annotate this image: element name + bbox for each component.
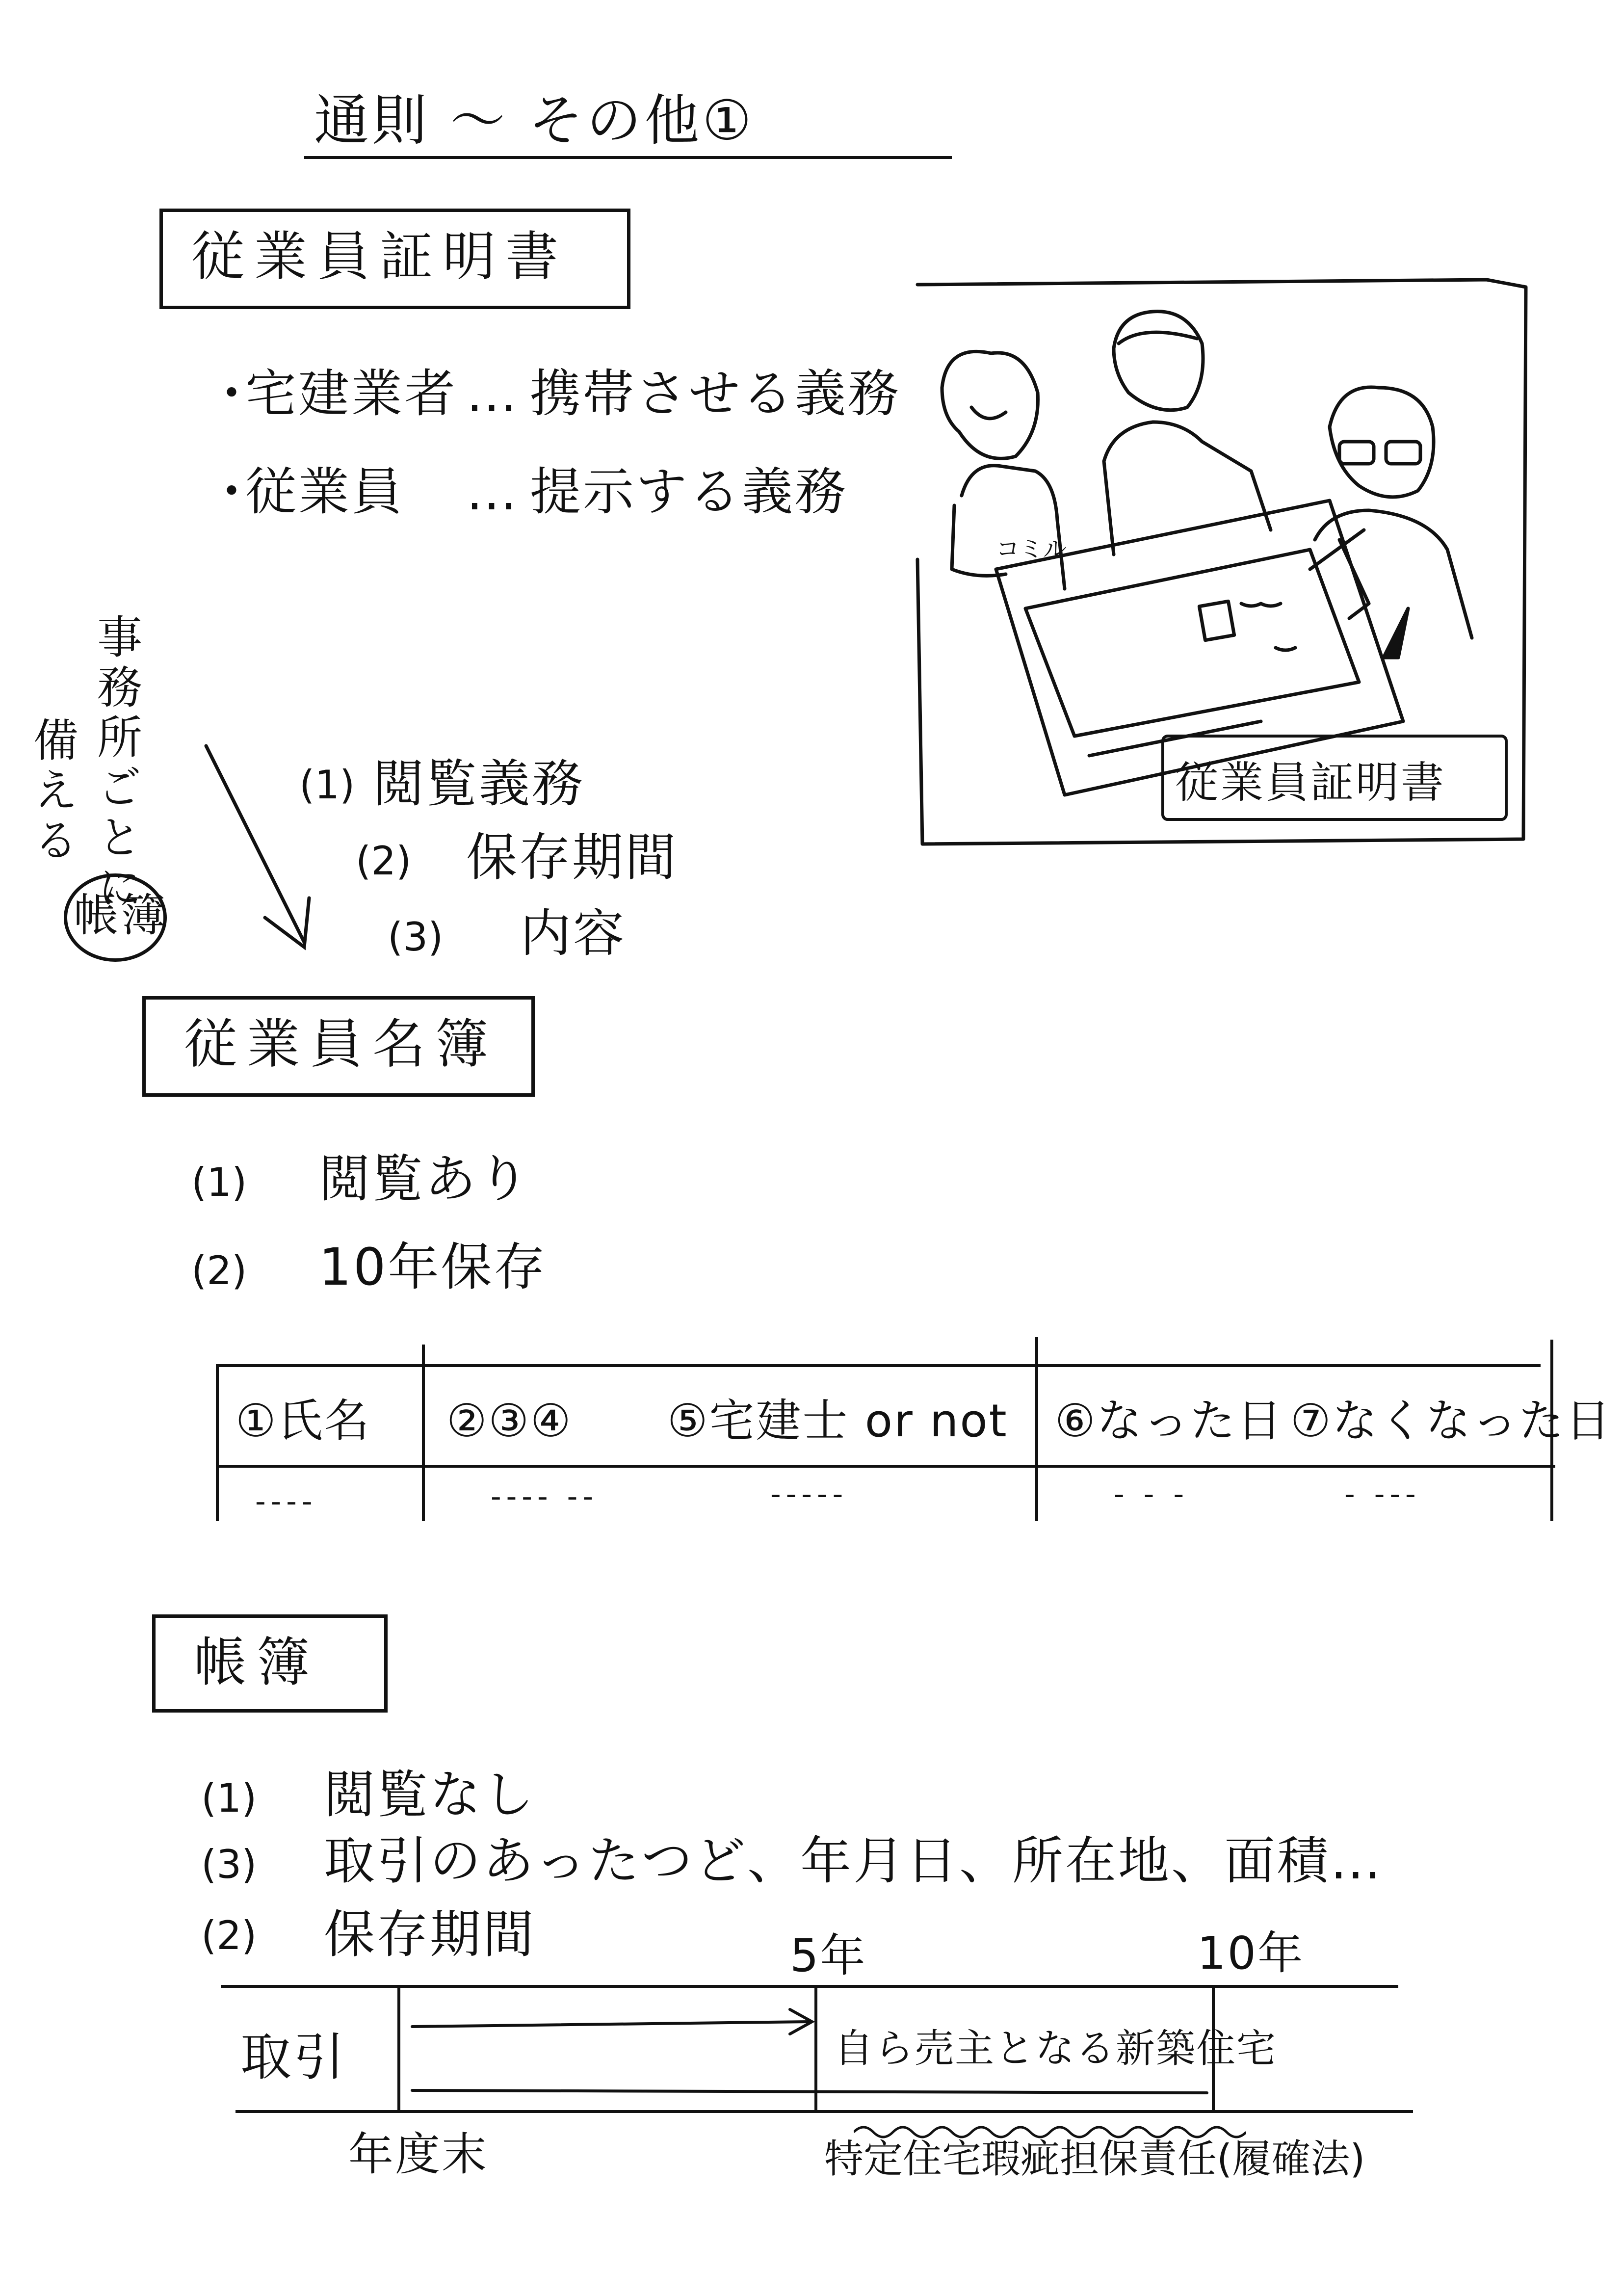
table-col-line xyxy=(216,1364,219,1521)
title-underline xyxy=(304,156,952,159)
table-top-line xyxy=(216,1364,1541,1367)
timeline-start-label: 年度末 xyxy=(348,2128,489,2181)
certificate-duty: 携帯させる義務 xyxy=(530,364,901,423)
ledger-item-num: (3) xyxy=(201,1842,257,1887)
side-note-vertical-2: 備える xyxy=(26,716,79,867)
sub-point-text: 保存期間 xyxy=(466,827,679,887)
table-col-line xyxy=(1035,1337,1038,1521)
timeline-note: 特定住宅瑕疵担保責任(履確法) xyxy=(824,2136,1365,2182)
timeline-row-label: 取引 xyxy=(240,2027,347,2087)
timeline-mark-10: 10年 xyxy=(1197,1927,1305,1979)
timeline-extension-label: 自ら売主となる新築住宅 xyxy=(834,2026,1277,2071)
sub-point-num: (1) xyxy=(299,762,355,808)
timeline-start-tick xyxy=(397,1987,400,2112)
certificate-heading: 従業員証明書 xyxy=(191,226,569,288)
table-header-234: ②③④ xyxy=(446,1395,573,1447)
roster-item-num: (1) xyxy=(191,1160,247,1205)
table-cell: ---- -- xyxy=(491,1479,598,1514)
sub-point-num: (3) xyxy=(388,914,444,960)
certificate-duty: 提示する義務 xyxy=(530,462,848,522)
ledger-item-text: 取引のあったつど、年月日、所在地、面積… xyxy=(324,1831,1383,1891)
bullet: ・ xyxy=(206,364,260,423)
ledger-item-num: (2) xyxy=(201,1913,257,1958)
table-header-end-date: ⑦なくなった日 xyxy=(1290,1395,1612,1447)
ellipsis: … xyxy=(466,364,519,423)
table-cell: ---- xyxy=(255,1484,317,1519)
page-title: 通則 〜 その他① xyxy=(314,89,755,153)
roster-item-text: 10年保存 xyxy=(319,1237,547,1297)
ledger-timeline xyxy=(221,1904,1423,2182)
ledger-item-num: (1) xyxy=(201,1775,257,1821)
ledger-item-text: 保存期間 xyxy=(324,1904,536,1964)
roster-item-num: (2) xyxy=(191,1248,247,1293)
table-cell: ----- xyxy=(770,1477,848,1511)
card-label-text: 従業員証明書 xyxy=(1175,757,1446,808)
sub-point-text: 閲覧義務 xyxy=(373,754,585,814)
table-header-takkenshi: ⑤宅建士 or not xyxy=(667,1395,1008,1447)
table-header-name: ①氏名 xyxy=(236,1395,371,1447)
roster-item-text: 閲覧あり xyxy=(319,1149,531,1209)
ellipsis: … xyxy=(466,462,519,522)
timeline-mark-5: 5年 xyxy=(790,1929,867,1982)
table-cell: - - - xyxy=(1114,1477,1189,1511)
roster-heading: 従業員名簿 xyxy=(184,1014,498,1075)
roster-table xyxy=(216,1335,1612,1521)
ledger-heading: 帳簿 xyxy=(194,1632,320,1693)
side-note-circled-text: 帳簿 xyxy=(74,889,167,942)
certificate-subject: 宅建業者 xyxy=(245,364,458,423)
table-col-line xyxy=(422,1345,425,1521)
side-note-vertical-1: 事務所ごとに xyxy=(90,613,142,914)
name-tag-text: コミル xyxy=(996,535,1067,563)
timeline-bottom-line xyxy=(236,2110,1413,2113)
table-cell: - --- xyxy=(1344,1477,1421,1511)
certificate-subject: 従業員 xyxy=(245,462,405,522)
sub-point-num: (2) xyxy=(356,838,412,884)
ledger-item-text: 閲覧なし xyxy=(324,1765,536,1824)
table-header-line xyxy=(216,1465,1555,1468)
table-header-start-date: ⑥なった日 xyxy=(1055,1395,1283,1447)
illustration-svg xyxy=(908,265,1545,854)
bullet: ・ xyxy=(206,462,260,522)
sub-point-text: 内容 xyxy=(520,903,627,963)
illustration-people-with-certificate xyxy=(908,265,1545,854)
